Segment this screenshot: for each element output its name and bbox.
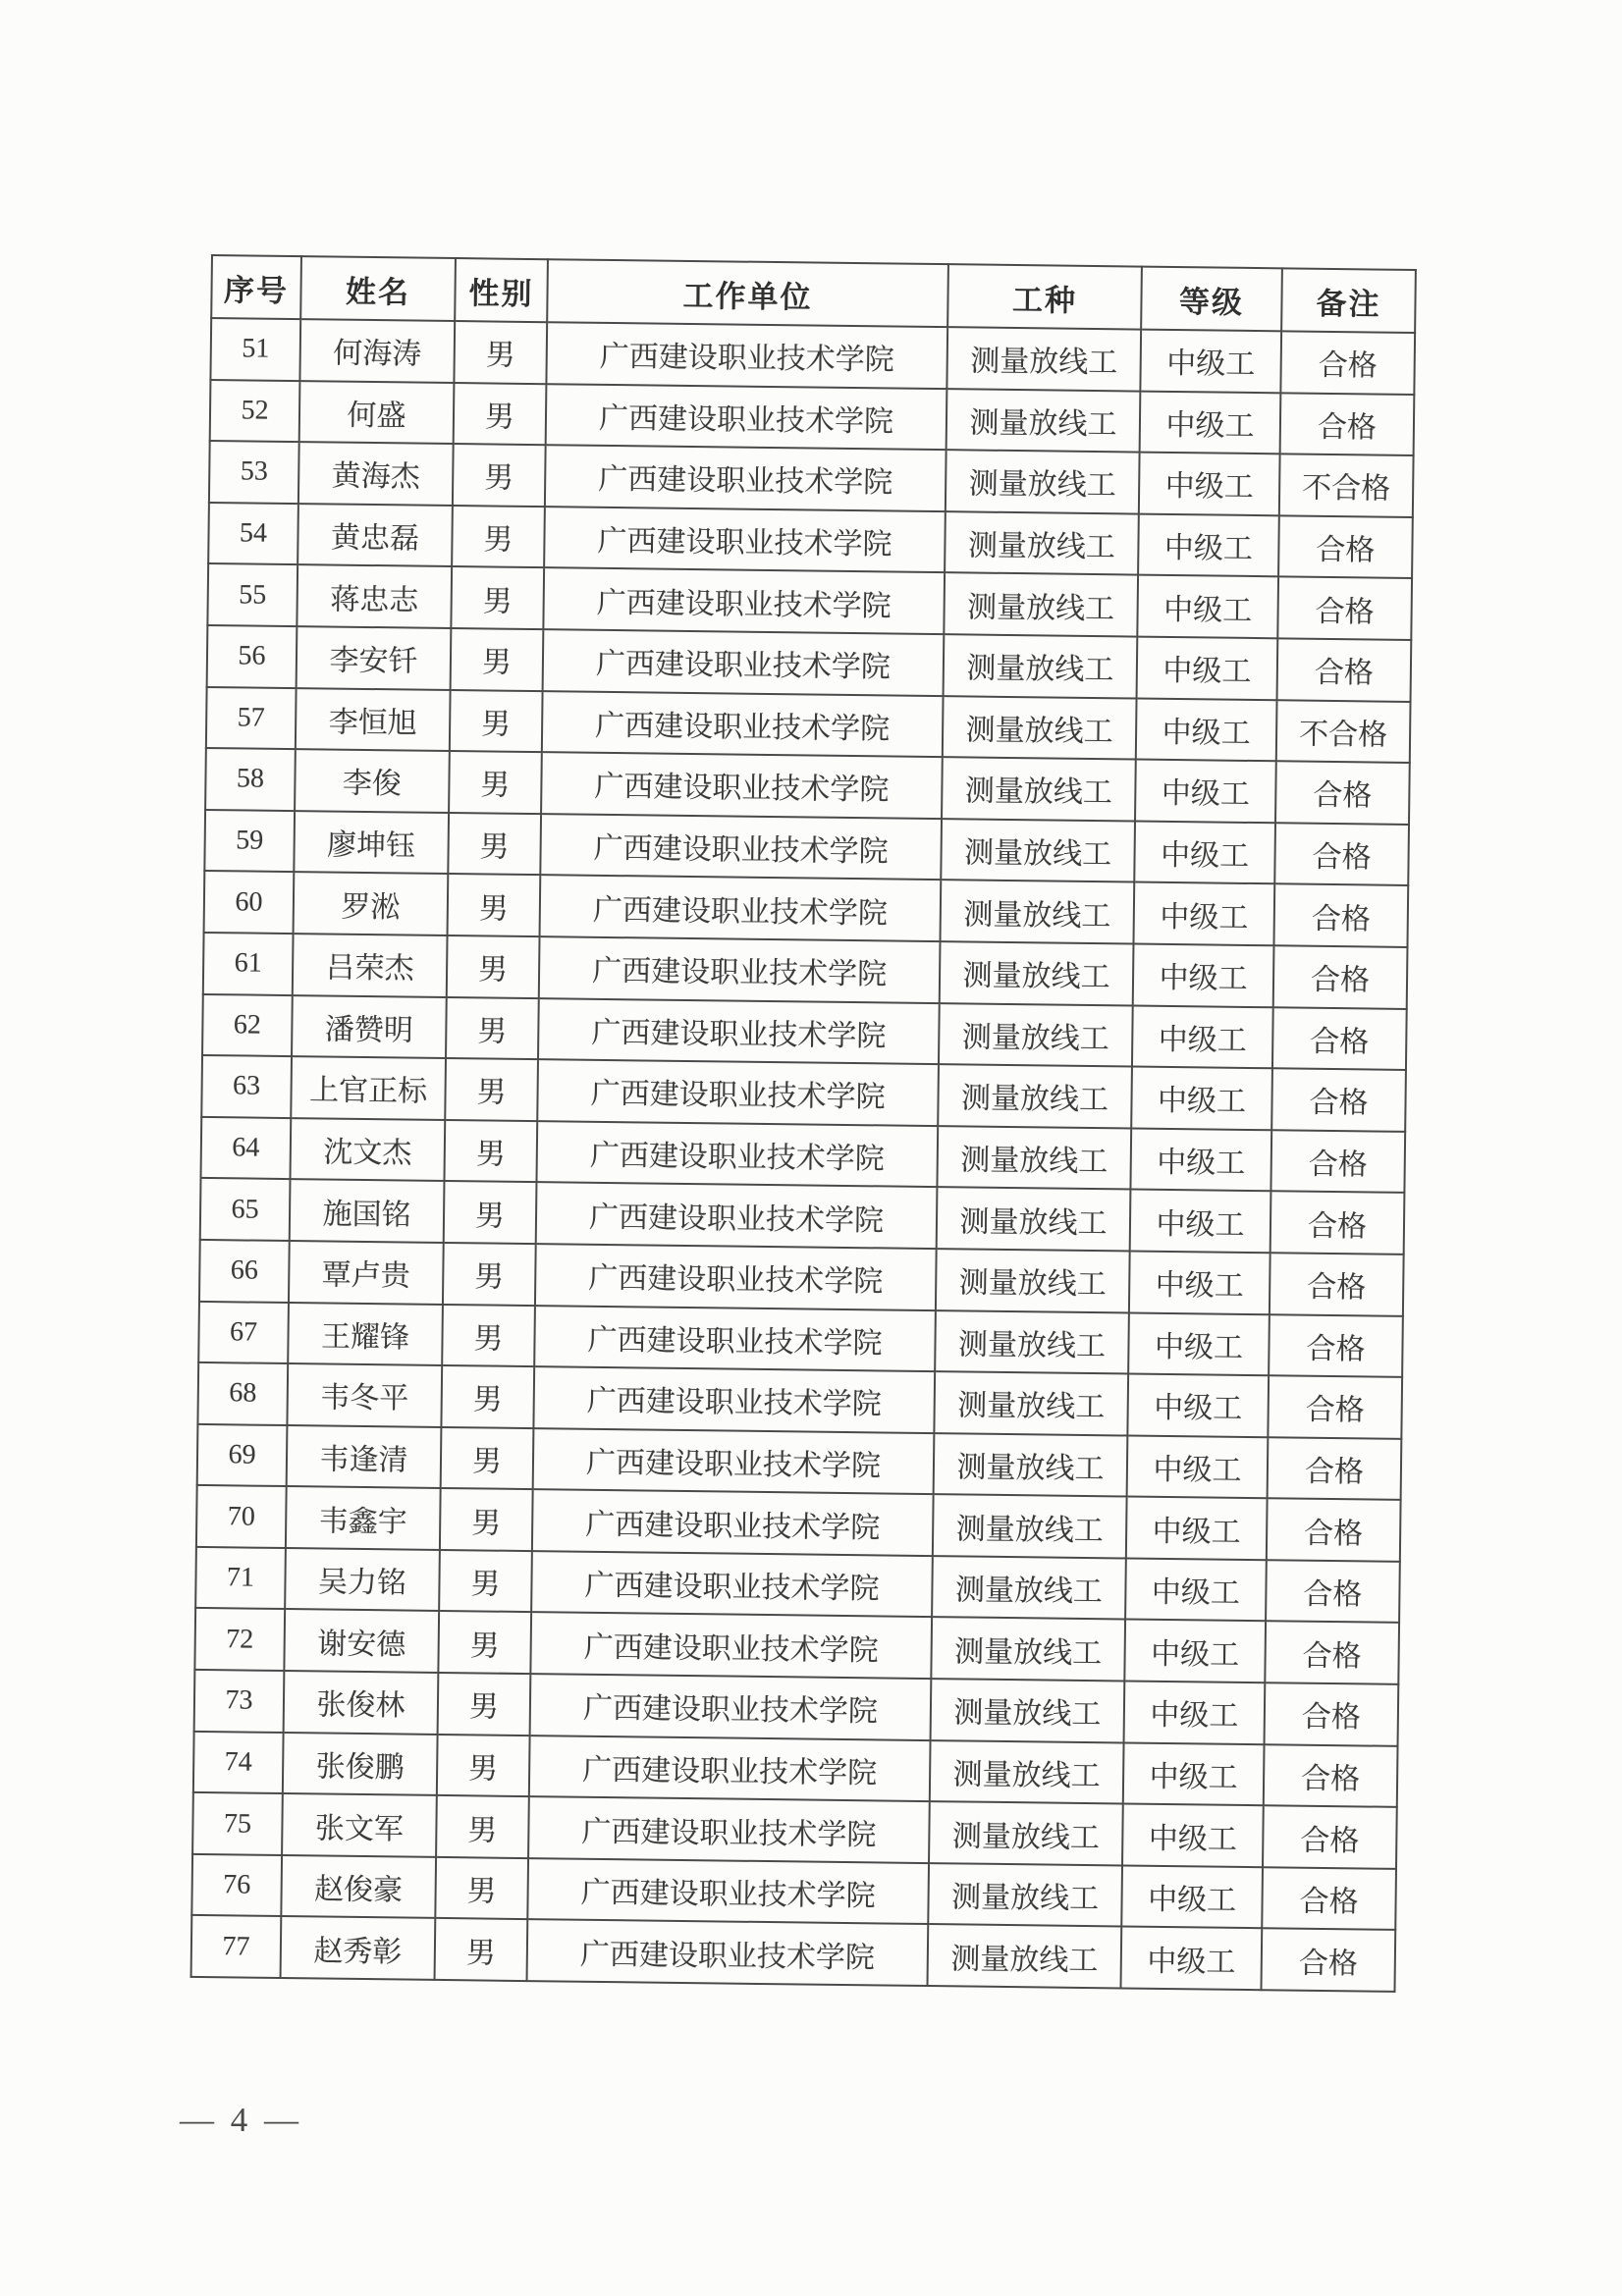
cell-gender: 男 bbox=[447, 935, 540, 998]
cell-gender: 男 bbox=[442, 1304, 535, 1366]
cell-name: 覃卢贵 bbox=[289, 1241, 444, 1305]
cell-no: 56 bbox=[207, 625, 297, 688]
cell-name: 王耀锋 bbox=[288, 1303, 443, 1366]
certification-results-table bbox=[190, 254, 1417, 1993]
cell-level: 中级工 bbox=[1134, 821, 1275, 883]
cell-no: 68 bbox=[197, 1362, 288, 1425]
cell-no: 63 bbox=[201, 1055, 292, 1118]
cell-name: 张文军 bbox=[282, 1793, 437, 1857]
cell-remark: 合格 bbox=[1261, 1929, 1395, 1992]
cell-unit: 广西建设职业技术学院 bbox=[530, 1613, 932, 1680]
cell-unit: 广西建设职业技术学院 bbox=[546, 322, 947, 389]
cell-level: 中级工 bbox=[1135, 760, 1276, 823]
cell-unit: 广西建设职业技术学院 bbox=[538, 998, 940, 1065]
cell-no: 55 bbox=[207, 563, 297, 626]
cell-no: 71 bbox=[195, 1547, 286, 1610]
cell-job: 测量放线工 bbox=[946, 389, 1141, 453]
cell-name: 谢安德 bbox=[284, 1609, 439, 1673]
cell-no: 60 bbox=[204, 871, 295, 934]
cell-name: 上官正标 bbox=[291, 1056, 446, 1120]
cell-remark: 合格 bbox=[1271, 1192, 1405, 1255]
cell-unit: 广西建设职业技术学院 bbox=[543, 568, 945, 635]
cell-remark: 合格 bbox=[1273, 884, 1408, 947]
cell-gender: 男 bbox=[451, 566, 544, 629]
cell-remark: 合格 bbox=[1262, 1867, 1396, 1930]
cell-level: 中级工 bbox=[1124, 1682, 1266, 1744]
cell-gender: 男 bbox=[443, 1243, 536, 1306]
cell-remark: 合格 bbox=[1265, 1682, 1399, 1745]
cell-job: 测量放线工 bbox=[943, 696, 1137, 760]
cell-no: 73 bbox=[194, 1670, 285, 1733]
cell-remark: 合格 bbox=[1268, 1375, 1402, 1438]
cell-unit: 广西建设职业技术学院 bbox=[535, 1244, 937, 1310]
cell-gender: 男 bbox=[436, 1795, 529, 1858]
cell-unit: 广西建设职业技术学院 bbox=[539, 936, 941, 1003]
header-cell-unit: 工作单位 bbox=[547, 259, 948, 327]
cell-level: 中级工 bbox=[1127, 1374, 1269, 1437]
cell-level: 中级工 bbox=[1133, 882, 1274, 945]
cell-job: 测量放线工 bbox=[930, 1740, 1124, 1804]
cell-no: 58 bbox=[205, 748, 296, 811]
cell-name: 李俊 bbox=[295, 749, 450, 813]
cell-level: 中级工 bbox=[1120, 1927, 1262, 1990]
cell-level: 中级工 bbox=[1138, 513, 1279, 576]
header-cell-job: 工种 bbox=[947, 264, 1142, 329]
cell-remark: 不合格 bbox=[1276, 700, 1411, 763]
cell-level: 中级工 bbox=[1130, 1128, 1271, 1191]
cell-job: 测量放线工 bbox=[946, 450, 1140, 513]
cell-remark: 合格 bbox=[1274, 823, 1409, 885]
cell-job: 测量放线工 bbox=[934, 1371, 1128, 1435]
cell-name: 施国铭 bbox=[290, 1179, 445, 1243]
cell-remark: 合格 bbox=[1278, 515, 1413, 578]
cell-remark: 合格 bbox=[1270, 1253, 1404, 1315]
cell-unit: 广西建设职业技术学院 bbox=[536, 1182, 938, 1249]
cell-no: 76 bbox=[191, 1854, 282, 1917]
cell-unit: 广西建设职业技术学院 bbox=[542, 691, 944, 758]
cell-gender: 男 bbox=[435, 1857, 528, 1920]
cell-gender: 男 bbox=[449, 751, 542, 814]
cell-name: 韦鑫宇 bbox=[286, 1486, 441, 1550]
cell-gender: 男 bbox=[438, 1611, 531, 1674]
cell-name: 潘赞明 bbox=[292, 995, 447, 1059]
cell-no: 70 bbox=[196, 1485, 287, 1548]
cell-remark: 合格 bbox=[1271, 1130, 1405, 1193]
cell-unit: 广西建设职业技术学院 bbox=[531, 1551, 933, 1618]
cell-level: 中级工 bbox=[1140, 330, 1281, 393]
cell-name: 赵秀彰 bbox=[281, 1916, 436, 1980]
cell-no: 72 bbox=[194, 1608, 285, 1671]
cell-level: 中级工 bbox=[1139, 453, 1280, 515]
cell-job: 测量放线工 bbox=[929, 1801, 1123, 1865]
cell-level: 中级工 bbox=[1130, 1190, 1271, 1253]
cell-remark: 合格 bbox=[1271, 1068, 1406, 1131]
cell-unit: 广西建设职业技术学院 bbox=[528, 1796, 930, 1863]
cell-level: 中级工 bbox=[1123, 1742, 1265, 1805]
header-cell-name: 姓名 bbox=[300, 256, 456, 321]
cell-job: 测量放线工 bbox=[932, 1556, 1126, 1620]
cell-gender: 男 bbox=[454, 383, 547, 446]
cell-job: 测量放线工 bbox=[942, 757, 1136, 821]
cell-gender: 男 bbox=[448, 813, 541, 876]
cell-level: 中级工 bbox=[1132, 1005, 1273, 1068]
cell-job: 测量放线工 bbox=[928, 1863, 1122, 1927]
certification-table-wrap bbox=[190, 254, 1415, 1993]
header-cell-gender: 性别 bbox=[455, 258, 548, 322]
cell-remark: 合格 bbox=[1267, 1499, 1401, 1562]
cell-name: 廖坤钰 bbox=[294, 811, 449, 875]
cell-no: 59 bbox=[204, 810, 295, 873]
cell-name: 李安钎 bbox=[297, 626, 452, 690]
cell-remark: 合格 bbox=[1268, 1437, 1402, 1500]
cell-name: 吕荣杰 bbox=[293, 934, 448, 997]
cell-level: 中级工 bbox=[1127, 1435, 1269, 1498]
cell-unit: 广西建设职业技术学院 bbox=[534, 1306, 936, 1372]
header-cell-level: 等级 bbox=[1141, 267, 1282, 332]
cell-no: 69 bbox=[197, 1424, 288, 1487]
cell-remark: 合格 bbox=[1265, 1622, 1399, 1684]
cell-no: 77 bbox=[191, 1915, 282, 1978]
cell-level: 中级工 bbox=[1131, 1067, 1272, 1130]
cell-unit: 广西建设职业技术学院 bbox=[532, 1489, 934, 1556]
cell-gender: 男 bbox=[440, 1488, 533, 1551]
cell-unit: 广西建设职业技术学院 bbox=[540, 814, 942, 881]
cell-job: 测量放线工 bbox=[941, 880, 1135, 943]
cell-job: 测量放线工 bbox=[940, 941, 1134, 1005]
cell-remark: 合格 bbox=[1280, 331, 1415, 394]
cell-unit: 广西建设职业技术学院 bbox=[537, 1059, 939, 1126]
cell-job: 测量放线工 bbox=[933, 1494, 1127, 1558]
cell-remark: 合格 bbox=[1264, 1744, 1398, 1807]
cell-level: 中级工 bbox=[1128, 1312, 1270, 1375]
cell-level: 中级工 bbox=[1140, 391, 1281, 454]
cell-name: 韦逢清 bbox=[287, 1425, 442, 1489]
cell-no: 64 bbox=[200, 1117, 291, 1180]
cell-gender: 男 bbox=[451, 628, 544, 691]
cell-gender: 男 bbox=[439, 1550, 532, 1613]
cell-unit: 广西建设职业技术学院 bbox=[527, 1858, 929, 1925]
cell-name: 沈文杰 bbox=[290, 1118, 445, 1182]
cell-no: 57 bbox=[206, 687, 297, 750]
cell-unit: 广西建设职业技术学院 bbox=[541, 752, 943, 819]
cell-level: 中级工 bbox=[1125, 1558, 1267, 1621]
cell-job: 测量放线工 bbox=[944, 634, 1138, 698]
cell-unit: 广西建设职业技术学院 bbox=[544, 507, 946, 573]
cell-name: 吴力铭 bbox=[285, 1548, 440, 1612]
cell-level: 中级工 bbox=[1137, 637, 1278, 700]
cell-name: 韦冬平 bbox=[287, 1363, 442, 1427]
cell-remark: 合格 bbox=[1269, 1314, 1403, 1377]
cell-job: 测量放线工 bbox=[944, 573, 1138, 637]
cell-level: 中级工 bbox=[1126, 1497, 1268, 1560]
cell-no: 67 bbox=[198, 1301, 289, 1363]
cell-unit: 广西建设职业技术学院 bbox=[529, 1735, 931, 1802]
cell-gender: 男 bbox=[445, 1058, 538, 1121]
cell-remark: 合格 bbox=[1277, 577, 1412, 640]
cell-job: 测量放线工 bbox=[931, 1618, 1125, 1682]
cell-job: 测量放线工 bbox=[941, 819, 1135, 882]
header-cell-no: 序号 bbox=[211, 255, 301, 319]
cell-gender: 男 bbox=[435, 1918, 528, 1981]
cell-name: 李恒旭 bbox=[296, 688, 451, 752]
cell-job: 测量放线工 bbox=[934, 1433, 1128, 1497]
cell-remark: 合格 bbox=[1275, 761, 1410, 824]
cell-no: 54 bbox=[208, 503, 298, 565]
cell-name: 张俊林 bbox=[284, 1671, 439, 1735]
cell-gender: 男 bbox=[448, 874, 541, 936]
cell-level: 中级工 bbox=[1129, 1251, 1271, 1313]
header-cell-remark: 备注 bbox=[1281, 268, 1416, 333]
cell-level: 中级工 bbox=[1122, 1804, 1264, 1867]
cell-level: 中级工 bbox=[1121, 1865, 1263, 1928]
cell-gender: 男 bbox=[441, 1365, 534, 1428]
cell-unit: 广西建设职业技术学院 bbox=[540, 875, 942, 941]
cell-job: 测量放线工 bbox=[931, 1679, 1125, 1742]
cell-remark: 合格 bbox=[1272, 1007, 1407, 1070]
page-number: — 4 — bbox=[180, 2101, 302, 2139]
cell-remark: 合格 bbox=[1273, 945, 1408, 1008]
cell-level: 中级工 bbox=[1136, 698, 1277, 761]
cell-no: 74 bbox=[193, 1732, 284, 1794]
cell-gender: 男 bbox=[444, 1120, 537, 1183]
cell-no: 75 bbox=[192, 1792, 283, 1855]
cell-unit: 广西建设职业技术学院 bbox=[545, 445, 946, 511]
cell-remark: 合格 bbox=[1277, 638, 1412, 701]
cell-name: 何盛 bbox=[299, 381, 455, 445]
cell-job: 测量放线工 bbox=[936, 1249, 1130, 1312]
cell-no: 53 bbox=[209, 441, 299, 504]
cell-job: 测量放线工 bbox=[928, 1924, 1122, 1988]
cell-name: 黄忠磊 bbox=[297, 504, 453, 567]
cell-unit: 广西建设职业技术学院 bbox=[533, 1428, 935, 1495]
cell-unit: 广西建设职业技术学院 bbox=[546, 384, 947, 451]
cell-remark: 合格 bbox=[1266, 1560, 1400, 1623]
cell-no: 61 bbox=[203, 933, 294, 995]
cell-remark: 合格 bbox=[1263, 1805, 1397, 1868]
cell-gender: 男 bbox=[437, 1735, 530, 1797]
cell-job: 测量放线工 bbox=[938, 1064, 1132, 1128]
cell-name: 何海涛 bbox=[299, 319, 455, 383]
cell-unit: 广西建设职业技术学院 bbox=[527, 1920, 929, 1987]
cell-gender: 男 bbox=[446, 997, 539, 1060]
cell-name: 黄海杰 bbox=[298, 442, 454, 506]
cell-name: 罗淞 bbox=[294, 872, 449, 935]
cell-gender: 男 bbox=[438, 1673, 531, 1735]
cell-gender: 男 bbox=[450, 690, 543, 753]
cell-unit: 广西建设职业技术学院 bbox=[536, 1121, 938, 1188]
cell-gender: 男 bbox=[454, 321, 547, 384]
cell-no: 65 bbox=[200, 1178, 291, 1241]
cell-no: 62 bbox=[202, 993, 293, 1056]
cell-name: 张俊鹏 bbox=[283, 1733, 438, 1796]
cell-name: 赵俊豪 bbox=[281, 1855, 436, 1919]
cell-gender: 男 bbox=[453, 444, 546, 507]
cell-gender: 男 bbox=[441, 1427, 534, 1490]
cell-remark: 合格 bbox=[1280, 393, 1415, 455]
cell-job: 测量放线工 bbox=[937, 1187, 1131, 1251]
cell-no: 52 bbox=[210, 380, 300, 443]
cell-level: 中级工 bbox=[1137, 575, 1278, 638]
table-body bbox=[191, 318, 1416, 1992]
cell-unit: 广西建设职业技术学院 bbox=[530, 1674, 932, 1740]
cell-gender: 男 bbox=[452, 506, 545, 568]
cell-gender: 男 bbox=[444, 1181, 537, 1244]
cell-name: 蒋忠志 bbox=[297, 564, 452, 628]
cell-unit: 广西建设职业技术学院 bbox=[543, 629, 945, 696]
cell-unit: 广西建设职业技术学院 bbox=[533, 1366, 935, 1433]
cell-no: 66 bbox=[199, 1240, 290, 1303]
cell-job: 测量放线工 bbox=[935, 1310, 1129, 1374]
cell-job: 测量放线工 bbox=[937, 1126, 1131, 1190]
cell-job: 测量放线工 bbox=[939, 1003, 1133, 1067]
cell-job: 测量放线工 bbox=[945, 511, 1139, 575]
cell-job: 测量放线工 bbox=[946, 327, 1141, 391]
cell-remark: 不合格 bbox=[1279, 454, 1414, 517]
cell-no: 51 bbox=[210, 318, 300, 381]
cell-level: 中级工 bbox=[1124, 1620, 1266, 1682]
cell-level: 中级工 bbox=[1133, 943, 1274, 1006]
